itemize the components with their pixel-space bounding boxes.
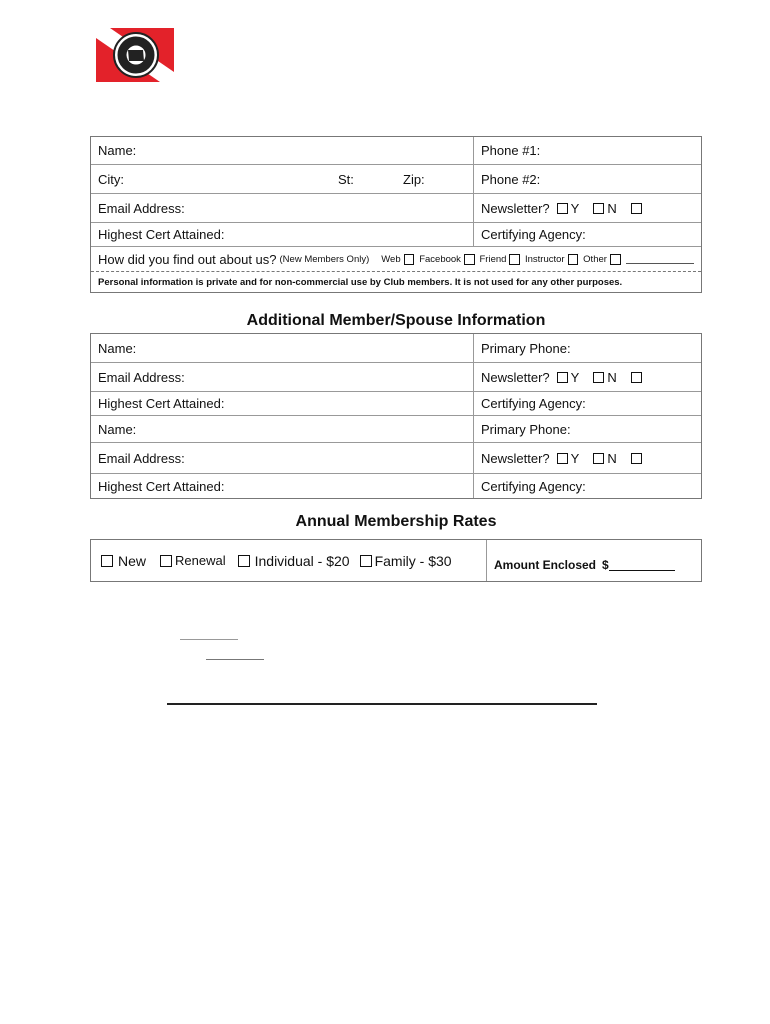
individual-checkbox[interactable] (238, 555, 250, 567)
city-label: City: (98, 171, 124, 187)
zip-label: Zip: (403, 171, 425, 187)
blank-line-1 (180, 639, 238, 640)
rates-options: New Renewal Individual - $20 Family - $30 (91, 540, 487, 581)
newsletter-field: Newsletter? Y N (474, 194, 701, 222)
add1-newsletter-extra-checkbox[interactable] (631, 372, 642, 383)
renewal-checkbox[interactable] (160, 555, 172, 567)
amount-line[interactable] (609, 558, 675, 571)
add2-phone-field[interactable]: Primary Phone: (481, 421, 571, 437)
phone1-field[interactable]: Phone #1: (481, 143, 541, 158)
add1-name-field[interactable]: Name: (91, 334, 474, 362)
newsletter-yes-checkbox[interactable] (557, 203, 568, 214)
additional-member-table (90, 333, 702, 499)
add2-newsletter-yes-checkbox[interactable] (557, 453, 568, 464)
amount-enclosed: Amount Enclosed $ (487, 540, 701, 581)
find-web-checkbox[interactable] (404, 254, 415, 265)
cert-field[interactable]: Highest Cert Attained: (91, 223, 474, 246)
find-other-line[interactable] (626, 255, 695, 264)
email-field[interactable]: Email Address: (91, 194, 474, 222)
newsletter-extra-checkbox[interactable] (631, 203, 642, 214)
add1-agency-field[interactable]: Certifying Agency: (481, 396, 586, 411)
add1-cert-field[interactable]: Highest Cert Attained: (91, 392, 474, 415)
phone2-field[interactable]: Phone #2: (481, 171, 541, 187)
rates-table (90, 539, 702, 582)
add2-newsletter-extra-checkbox[interactable] (631, 453, 642, 464)
blank-line-2 (206, 659, 264, 660)
st-label: St: (338, 171, 354, 187)
add2-agency-field[interactable]: Certifying Agency: (481, 478, 586, 494)
add1-phone-field[interactable]: Primary Phone: (481, 340, 571, 356)
add2-newsletter-no-checkbox[interactable] (593, 453, 604, 464)
add1-email-field[interactable]: Email Address: (91, 363, 474, 391)
rates-heading: Annual Membership Rates (295, 513, 497, 530)
find-facebook-checkbox[interactable] (464, 254, 475, 265)
find-other-checkbox[interactable] (610, 254, 621, 265)
signature-line (167, 703, 597, 705)
add2-email-field[interactable]: Email Address: (91, 443, 474, 473)
add1-newsletter-no-checkbox[interactable] (593, 372, 604, 383)
family-checkbox[interactable] (360, 555, 372, 567)
additional-heading: Additional Member/Spouse Information (246, 312, 546, 329)
privacy-notice: Personal information is private and for non-commercial use by Club members. It is not used for any other purposes. (98, 276, 623, 288)
address-row (91, 165, 474, 193)
find-us-row: How did you find out about us? (New Members Only) Web Facebook Friend Instructor Other (91, 247, 701, 271)
newsletter-no-checkbox[interactable] (593, 203, 604, 214)
agency-field[interactable]: Certifying Agency: (481, 227, 586, 242)
add1-newsletter-field: Newsletter? Y N (474, 363, 701, 391)
add2-newsletter-field: Newsletter? Y N (474, 443, 701, 473)
club-logo (96, 28, 174, 82)
new-checkbox[interactable] (101, 555, 113, 567)
member-info-table (90, 136, 702, 293)
add2-name-field[interactable]: Name: (91, 416, 474, 442)
find-instructor-checkbox[interactable] (568, 254, 579, 265)
add1-newsletter-yes-checkbox[interactable] (557, 372, 568, 383)
add2-cert-field[interactable]: Highest Cert Attained: (91, 474, 474, 498)
find-friend-checkbox[interactable] (509, 254, 520, 265)
name-field[interactable]: Name: (91, 137, 474, 164)
